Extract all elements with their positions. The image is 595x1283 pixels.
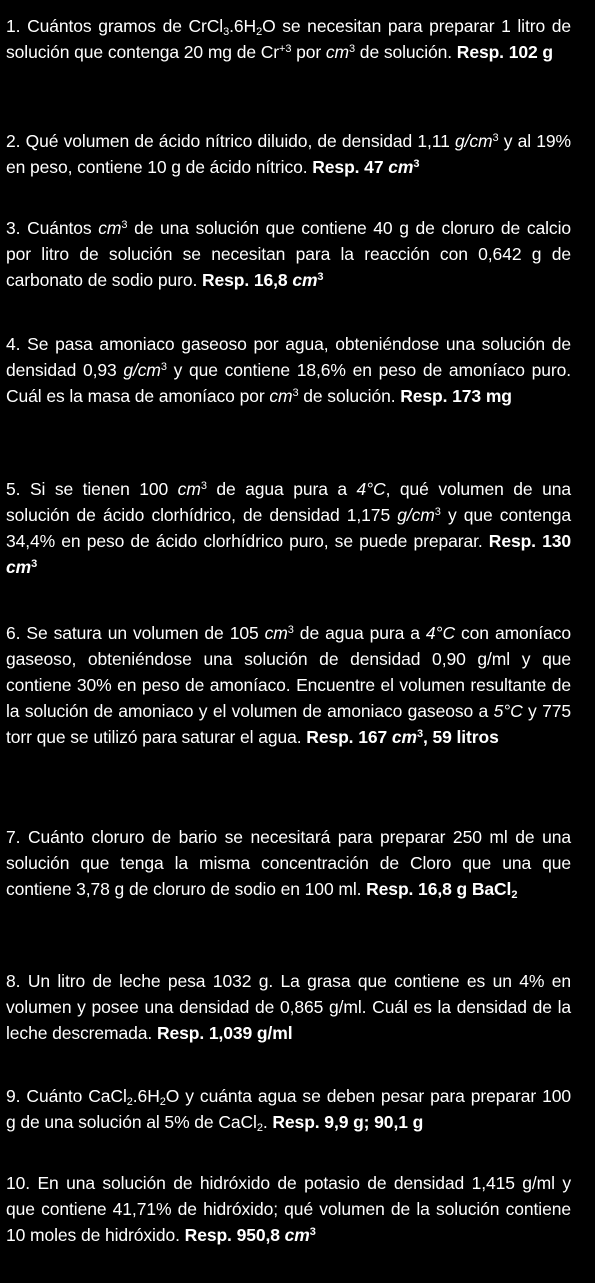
superscript: 3 <box>492 132 499 144</box>
problem-number: 4. <box>6 334 21 354</box>
subscript: 2 <box>256 1122 263 1134</box>
problem-number: 1. <box>6 16 21 36</box>
superscript: 3 <box>292 387 299 399</box>
problem-5 <box>6 476 571 580</box>
problem-10 <box>6 1170 571 1248</box>
superscript: 3 <box>200 480 207 492</box>
unit: cm <box>98 218 122 238</box>
problem-text: En una solución de hidróxido de potasio de densidad 1,415 g/ml y que contiene 41,71% de hidróxido; qué volumen de la solución contiene 10 moles de hidróxido. <box>6 1173 572 1245</box>
problem-text: . <box>262 1112 268 1132</box>
problem-number: 9. <box>6 1086 21 1106</box>
problem-text: Un litro de leche pesa 1032 g. La grasa que contiene es un 4% en volumen y posee una densidad de 0,865 g/ml. Cuál es la densidad de la leche descremada. <box>6 971 572 1043</box>
unit: g/cm <box>123 360 161 380</box>
problem-text: de agua pura a <box>293 623 426 643</box>
problem-text: Cuánto cloruro de bario se necesitará para preparar 250 ml de una solución que tenga la misma concentración de Cloro que una que contiene 3,78 g de cloruro de sodio en 100 ml. <box>6 827 572 899</box>
formula: CaCl <box>88 1086 127 1106</box>
problem-number: 8. <box>6 971 21 991</box>
formula: O <box>262 16 276 36</box>
unit: cm <box>264 623 288 643</box>
temperature: 5°C <box>493 701 523 721</box>
problem-text: de solución. <box>355 42 453 62</box>
problem-number: 7. <box>6 827 21 847</box>
problem-1 <box>6 13 571 65</box>
answer: Resp. 950,8 $cm^3$ <box>184 1225 316 1245</box>
problem-text: por <box>291 42 326 62</box>
formula: CrCl <box>188 16 224 36</box>
temperature: 4°C <box>425 623 455 643</box>
answer: Resp. 16,8 g BaCl$_2$ <box>366 879 518 901</box>
problem-text: Cuántos <box>27 218 99 238</box>
answer: Resp. 16,8 $cm^3$ <box>201 270 324 290</box>
problem-text: , qué volumen de una solución de ácido clorhídrico, de densidad 1,175 <box>6 479 571 525</box>
problem-text: Cuánto <box>26 1086 89 1106</box>
superscript: +3 <box>279 43 292 55</box>
problem-text: se necesitan para preparar 1 litro de solución que contenga 20 mg de <box>6 16 571 62</box>
problem-7 <box>6 824 571 902</box>
unit: cm <box>177 479 201 499</box>
problem-text: Qué volumen de ácido nítrico diluido, de densidad 1,11 <box>25 131 455 151</box>
subscript: 3 <box>223 26 230 38</box>
problem-4 <box>6 331 571 409</box>
problem-text: Se pasa amoniaco gaseoso por agua, obteniéndose una solución de densidad 0,93 <box>6 334 572 380</box>
answer: Resp. 1,039 g/ml <box>156 1023 293 1043</box>
superscript: 3 <box>121 219 128 231</box>
ion: Cr <box>260 42 279 62</box>
problem-text: Cuántos gramos de <box>27 16 189 36</box>
unit: cm <box>269 386 293 406</box>
formula: CaCl <box>218 1112 257 1132</box>
subscript: 2 <box>159 1096 166 1108</box>
unit: g/cm <box>454 131 493 151</box>
problem-text: Si se tienen 100 <box>29 479 178 499</box>
problem-number: 3. <box>6 218 21 238</box>
problem-text: de agua pura a <box>206 479 357 499</box>
problem-text: y que contenga 34,4% en peso de ácido clorhídrico puro, se puede preparar. <box>6 505 571 551</box>
unit: cm <box>325 42 350 62</box>
problem-text: y que contiene 18,6% en peso de amoníaco puro. Cuál es la masa de amoníaco por <box>6 360 571 406</box>
unit: g/cm <box>397 505 435 525</box>
answer: Resp. 167 $cm^3$, 59 litros <box>306 727 499 747</box>
problem-number: 5. <box>6 479 21 499</box>
answer: Resp. 173 mg <box>400 386 512 406</box>
answer: Resp. 9,9 g; 90,1 g <box>272 1112 424 1132</box>
superscript: 3 <box>434 506 441 518</box>
subscript: 2 <box>126 1096 133 1108</box>
subscript: 2 <box>256 26 263 38</box>
problem-text: Se satura un volumen de 105 <box>26 623 265 643</box>
problem-number: 2. <box>6 131 21 151</box>
formula: O <box>165 1086 180 1106</box>
problem-text: y al 19% en peso, contiene 10 g de ácido nítrico. <box>6 131 572 177</box>
answer: Resp. 47 $cm^3$ <box>312 157 420 177</box>
problem-text: con amoníaco gaseoso, obteniéndose una solución de densidad 0,90 g/ml y que contiene 30% en peso de amoníaco. Encuentre el volumen resultante de la solución de amoniaco y el volumen de amoniaco gaseoso a <box>6 623 571 721</box>
superscript: 3 <box>349 43 356 55</box>
problem-number: 6. <box>6 623 21 643</box>
answer: Resp. 102 g <box>456 42 553 62</box>
problem-3 <box>6 215 571 293</box>
problem-6 <box>6 620 571 750</box>
problem-text: y 775 torr que se utilizó para saturar el agua. <box>6 701 571 747</box>
answer: Resp. 130 $cm^3$ <box>6 531 571 577</box>
superscript: 3 <box>287 624 294 636</box>
problem-text: y cuánta agua se deben pesar para preparar 100 g de una solución al 5% de <box>6 1086 572 1132</box>
temperature: 4°C <box>356 479 386 499</box>
problem-8 <box>6 968 571 1046</box>
problem-text: de una solución que contiene 40 g de cloruro de calcio por litro de solución se necesitan para la reacción con 0,642 g de carbonato de sodio puro. <box>6 218 572 290</box>
formula: .6H <box>229 16 257 36</box>
superscript: 3 <box>160 361 167 373</box>
problem-9 <box>6 1083 571 1135</box>
formula: .6H <box>132 1086 160 1106</box>
problem-2 <box>6 128 571 180</box>
problem-text: de solución. <box>298 386 396 406</box>
problem-number: 10. <box>6 1173 31 1193</box>
